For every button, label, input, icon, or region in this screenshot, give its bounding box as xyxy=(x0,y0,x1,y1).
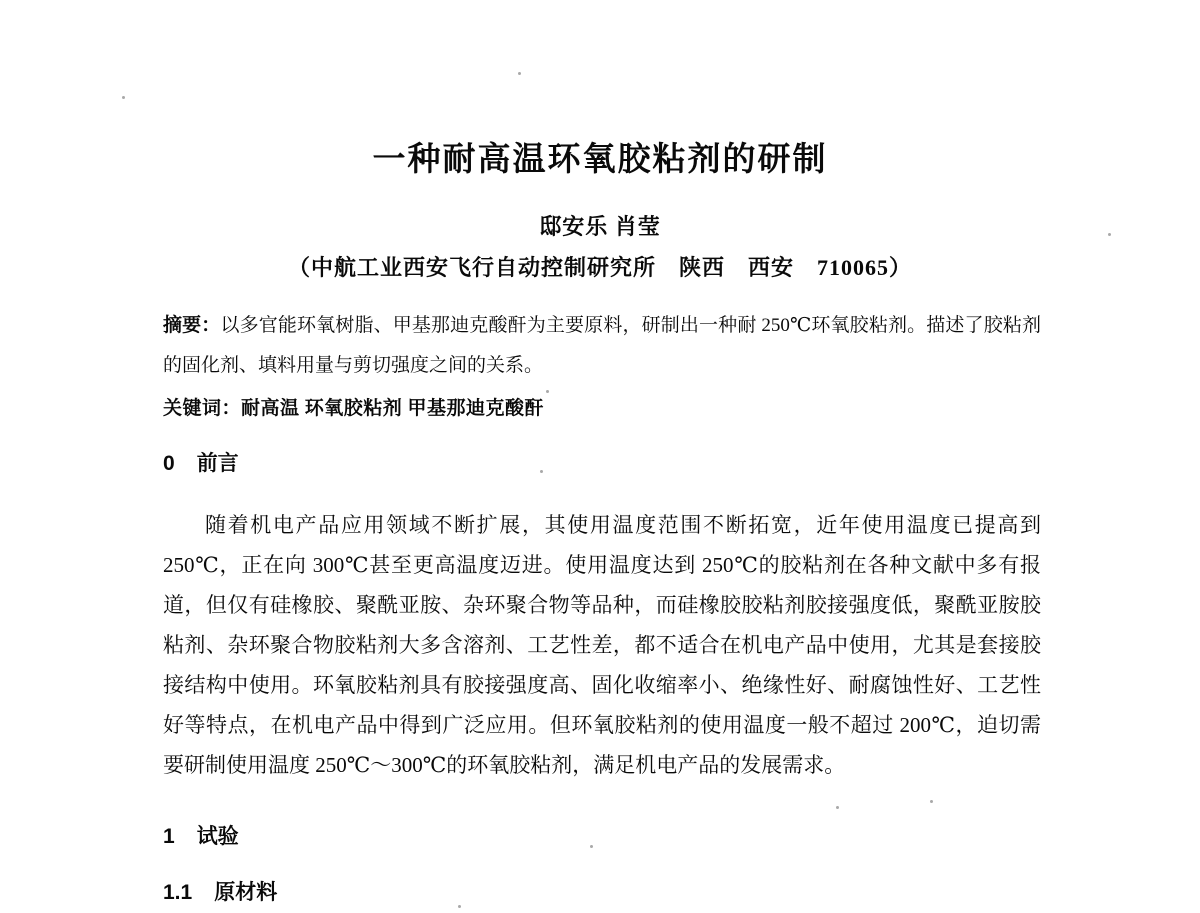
scan-speck xyxy=(1108,233,1111,236)
section-heading-experiment xyxy=(163,820,239,850)
scan-speck xyxy=(122,96,125,99)
paper-title: 一种耐高温环氧胶粘剂的研制 xyxy=(372,140,828,177)
scan-speck xyxy=(546,390,549,393)
section-heading-intro xyxy=(163,447,239,477)
scan-speck xyxy=(540,470,543,473)
section-number: 1.1 xyxy=(163,881,193,904)
section-title: 原材料 xyxy=(214,881,278,904)
section-title: 前言 xyxy=(196,452,239,475)
keywords-text: 耐高温 环氧胶粘剂 甲基那迪克酸酐 xyxy=(241,398,545,419)
section-number: 0 xyxy=(163,452,175,475)
affiliation-line: （中航工业西安飞行自动控制研究所 陕西 西安 710065） xyxy=(287,255,912,280)
abstract-label: 摘要： xyxy=(163,315,221,336)
scan-speck xyxy=(458,905,461,908)
authors-line: 邸安乐 肖莹 xyxy=(539,214,661,239)
section-title: 试验 xyxy=(196,825,239,848)
section-number: 1 xyxy=(163,825,175,848)
intro-paragraph: 随着机电产品应用领域不断扩展，其使用温度范围不断拓宽，近年使用温度已提高到 250℃，正在向 300℃甚至更高温度迈进。使用温度达到 250℃的胶粘剂在各种文献中多有报道，但仅有硅橡胶、聚酰亚胺、杂环聚合物等品种，而硅橡胶胶粘剂胶接强度低，聚酰亚胺胶粘剂、杂环聚合物胶粘剂大多含溶剂、工艺性差，都不适合在机电产品中使用，尤其是套接胶接结构中使用。环氧胶粘剂具有胶接强度高、固化收缩率小、绝缘性好、耐腐蚀性好、工艺性好等特点，在机电产品中得到广泛应用。但环氧胶粘剂的使用温度一般不超过 200℃，迫切需要研制使用温度 250℃～300℃的环氧胶粘剂，满足机电产品的发展需求。 xyxy=(163,513,1041,777)
scan-speck xyxy=(930,800,933,803)
scan-speck xyxy=(518,72,521,75)
scan-speck xyxy=(836,806,839,809)
abstract-text: 以多官能环氧树脂、甲基那迪克酸酐为主要原料，研制出一种耐 250℃环氧胶粘剂。描述了胶粘剂的固化剂、填料用量与剪切强度之间的关系。 xyxy=(163,315,1041,376)
scan-speck xyxy=(590,845,593,848)
section-heading-raw-materials xyxy=(163,876,277,906)
abstract-block xyxy=(163,306,1041,386)
keywords-label: 关键词： xyxy=(163,398,242,419)
keywords-block xyxy=(163,393,1041,420)
